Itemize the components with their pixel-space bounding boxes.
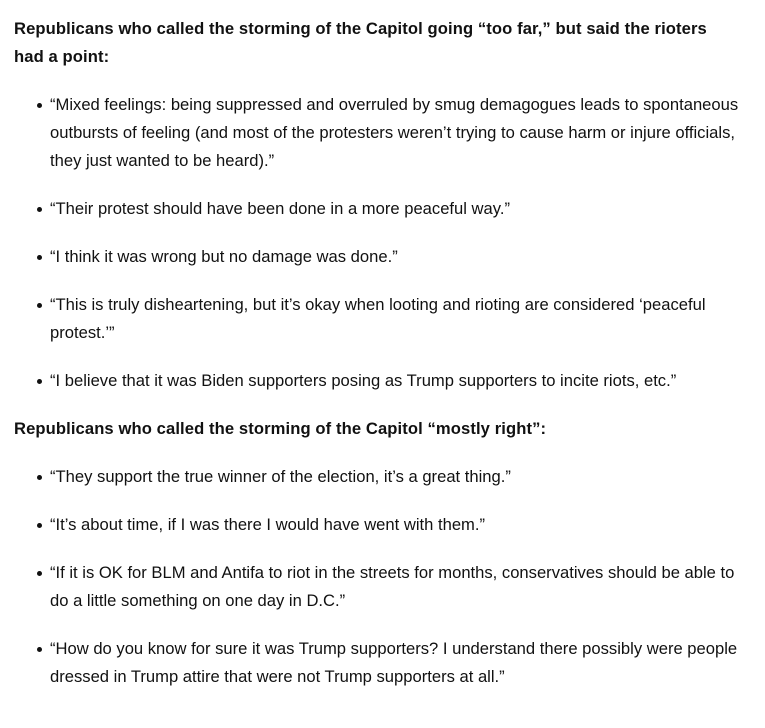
quote-list-too-far [14, 91, 751, 395]
quote-list-mostly-right [14, 463, 751, 691]
list-item: “It’s about time, if I was there I would have went with them.” [50, 511, 751, 539]
list-item: “This is truly disheartening, but it’s okay when looting and rioting are considered ‘peaceful protest.’” [50, 291, 751, 347]
section-heading-too-far: Republicans who called the storming of the Capitol going “too far,” but said the rioters had a point: [14, 19, 707, 66]
list-item: “I think it was wrong but no damage was done.” [50, 243, 751, 271]
list-item: “Their protest should have been done in a more peaceful way.” [50, 195, 751, 223]
list-item: “If it is OK for BLM and Antifa to riot in the streets for months, conservatives should be able to do a little something on one day in D.C.” [50, 559, 751, 615]
list-item: “I believe that it was Biden supporters posing as Trump supporters to incite riots, etc.” [50, 367, 751, 395]
list-item: “Mixed feelings: being suppressed and overruled by smug demagogues leads to spontaneous outbursts of feeling (and most of the protesters weren’t trying to cause harm or injure officials, they just wanted to be heard).” [50, 91, 751, 175]
section-heading-mostly-right: Republicans who called the storming of the Capitol “mostly right”: [14, 419, 547, 438]
list-item: “They support the true winner of the election, it’s a great thing.” [50, 463, 751, 491]
list-item: “How do you know for sure it was Trump supporters? I understand there possibly were people dressed in Trump attire that were not Trump supporters at all.” [50, 635, 751, 691]
